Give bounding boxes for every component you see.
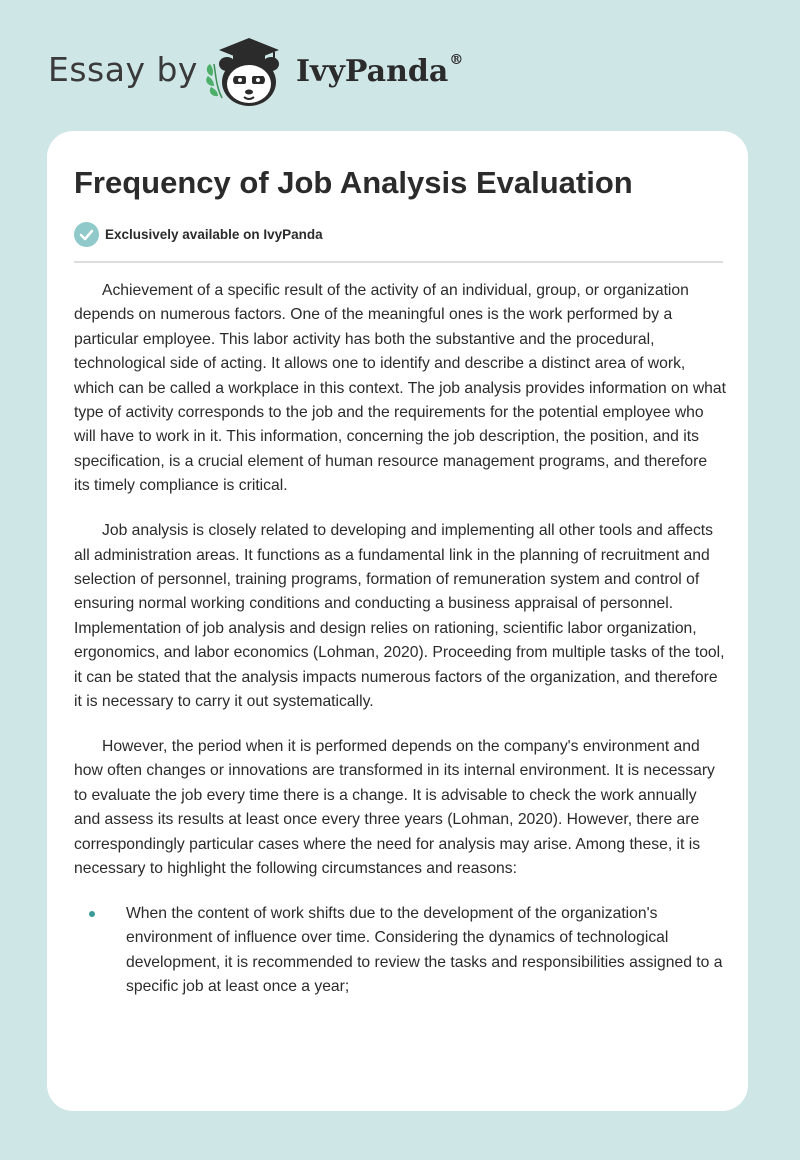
paragraph: Achievement of a specific result of the activity of an individual, group, or organization depends on numerous factors. One of the meaningful ones is the work performed by a particular employee. This labor activity has both the substantive and the procedural, technological side of acting. It allows one to identify and describe a distinct area of work, which can be called a workplace in this context. The job analysis provides information on what type of activity corresponds to the job and the requirements for the potential employee who will have to work in it. This information, concerning the job description, the position, and its specification, is a crucial element of human resource management programs, and therefore its timely compliance is critical. — [74, 282, 726, 495]
panda-graduate-icon[interactable] — [202, 34, 292, 110]
divider — [74, 261, 723, 263]
paragraph: Job analysis is closely related to developing and implementing all other tools and affects all administration areas. It functions as a fundamental link in the planning of recruitment and selection of personnel, training programs, formation of remuneration system and control of ensuring normal working conditions and conducting a business appraisal of personnel. Implementation of job analysis and design relies on rationing, scientific labor organization, ergonomics, and labor economics (Lohman, 2020). Proceeding from multiple tasks of the tool, it can be stated that the analysis impacts numerous factors of the organization, and therefore it is necessary to carry it out systematically. — [74, 522, 725, 710]
site-header — [0, 0, 800, 120]
check-icon — [74, 222, 99, 247]
list-item — [74, 902, 726, 1000]
paragraph: However, the period when it is performed depends on the company's environment and how often changes or innovations are transformed in its internal environment. It is necessary to evaluate the job every time there is a change. It is advisable to check the work annually and assess its results at least once every three years (Lohman, 2020). However, there are correspondingly particular cases where the need for analysis may arise. Among these, it is necessary to highlight the following circumstances and reasons: — [74, 737, 715, 877]
registered-mark: ® — [449, 52, 464, 68]
bullet-dot-icon — [89, 911, 95, 917]
essay-by-label: Essay by — [48, 50, 198, 89]
essay-body — [74, 279, 726, 999]
bullet-list — [74, 902, 726, 1000]
list-item-text: When the content of work shifts due to the development of the organization's environment of influence over time. Considering the dynamics of technological development, it is recommended to review the tasks and responsibilities assigned to a specific job at least once a year; — [126, 904, 723, 996]
essay-card — [47, 131, 748, 1111]
page-title: Frequency of Job Analysis Evaluation — [74, 165, 633, 200]
ivy-leaf-icon — [206, 64, 222, 98]
badge-label: Exclusively available on IvyPanda — [105, 226, 323, 242]
exclusive-badge — [74, 221, 323, 247]
brand-name[interactable]: IvyPanda® — [296, 52, 464, 89]
